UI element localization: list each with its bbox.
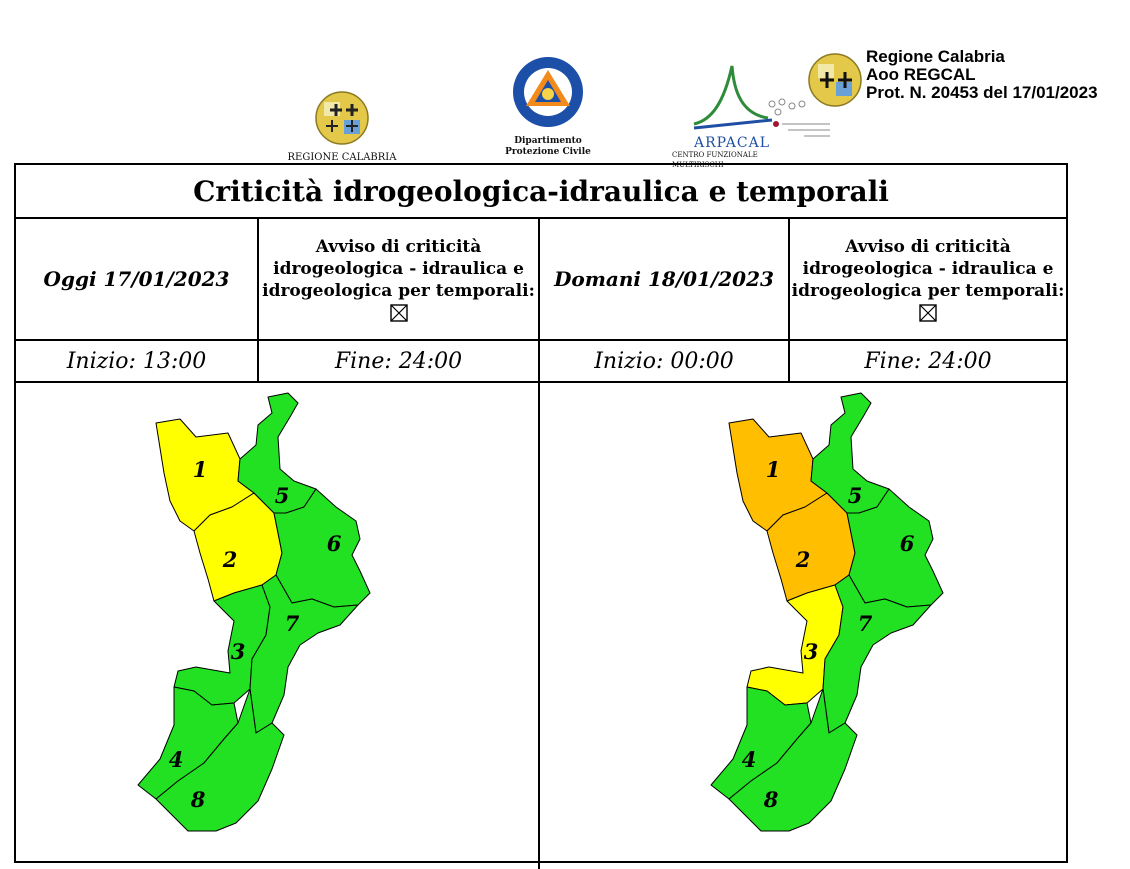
bulletin-frame <box>14 163 1068 863</box>
protocol-line-2: Aoo REGCAL <box>866 65 976 84</box>
regione-calabria-seal-icon <box>808 52 862 108</box>
protocol-seal <box>808 52 862 108</box>
today-avviso-checkbox <box>390 304 408 322</box>
tomorrow-avviso <box>790 219 1066 339</box>
arpacal-caption: CENTRO FUNZIONALE MULTIRISCHI <box>672 151 758 169</box>
zone-5-label: 5 <box>847 483 863 508</box>
zone-6-label: 6 <box>326 531 342 556</box>
zone-3-label: 3 <box>803 639 819 664</box>
tomorrow-alert-map <box>689 389 949 859</box>
today-alert-map <box>116 389 376 859</box>
protezione-caption-1: Dipartimento <box>514 136 582 146</box>
zone-7-label: 7 <box>857 611 873 636</box>
time-divider <box>16 381 1066 383</box>
zone-4-label: 4 <box>741 747 757 772</box>
tomorrow-avviso-line-2: idrogeologica - idraulica e <box>802 259 1054 279</box>
today-avviso <box>259 219 538 339</box>
zone-8-label: 8 <box>763 787 779 812</box>
protezione-civile-emblem-icon <box>498 56 598 130</box>
arpacal-name: ARPACAL <box>694 135 771 151</box>
regione-calabria-caption: REGIONE CALABRIA <box>287 152 397 163</box>
zone-3-label: 3 <box>230 639 246 664</box>
zone-7-label: 7 <box>284 611 300 636</box>
today-avviso-line-2: idrogeologica - idraulica e <box>273 259 524 279</box>
today-fine: Fine: 24:00 <box>334 348 463 374</box>
zone-2-label: 2 <box>222 547 238 572</box>
protocol-line-1: Regione Calabria <box>866 47 1005 66</box>
protezione-civile-logo <box>498 56 598 160</box>
today-avviso-line-3: idrogeologica per temporali: <box>262 281 535 301</box>
zone-1-label: 1 <box>192 457 208 482</box>
zone-4-label: 4 <box>168 747 184 772</box>
tomorrow-avviso-checkbox <box>919 304 937 322</box>
zone-6-label: 6 <box>899 531 915 556</box>
tomorrow-fine: Fine: 24:00 <box>864 348 992 374</box>
regione-calabria-crest-icon <box>286 90 398 146</box>
tomorrow-inizio: Inizio: 00:00 <box>594 348 734 374</box>
protocol-line-3: Prot. N. 20453 del 17/01/2023 <box>866 83 1098 102</box>
tomorrow-avviso-line-1: Avviso di criticità <box>845 237 1011 257</box>
bulletin-title: Criticità idrogeologica-idraulica e temporali <box>193 174 889 208</box>
tomorrow-date: Domani 18/01/2023 <box>554 267 774 291</box>
today-date: Oggi 17/01/2023 <box>43 267 230 291</box>
regione-calabria-logo <box>286 90 398 162</box>
protocol-block <box>866 48 1098 102</box>
protezione-caption-2: Protezione Civile <box>505 147 591 157</box>
tomorrow-avviso-line-3: idrogeologica per temporali: <box>791 281 1065 301</box>
zone-8-label: 8 <box>190 787 206 812</box>
today-inizio: Inizio: 13:00 <box>66 348 207 374</box>
today-avviso-line-1: Avviso di criticità <box>315 237 482 257</box>
zone-1-label: 1 <box>765 457 781 482</box>
zone-2-label: 2 <box>795 547 811 572</box>
zone-5-label: 5 <box>274 483 290 508</box>
